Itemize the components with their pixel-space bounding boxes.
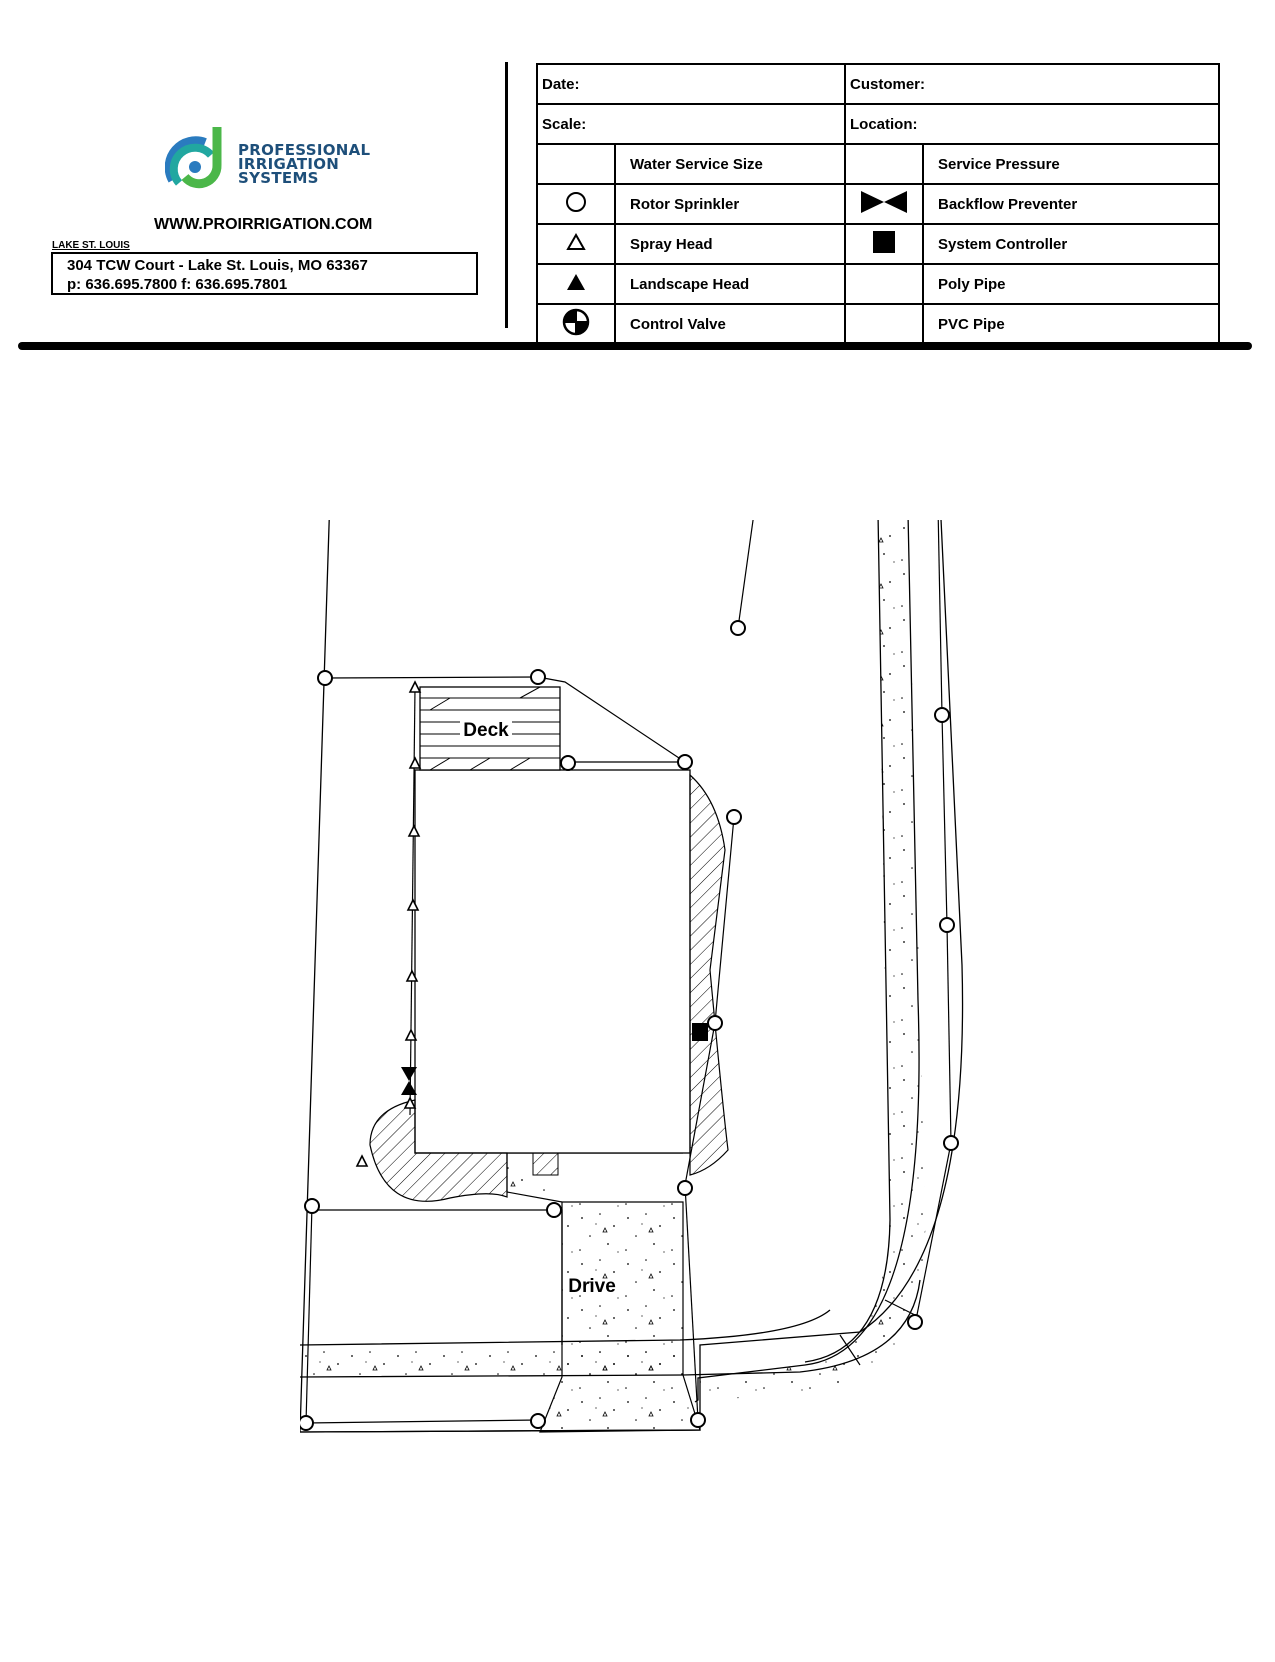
control-valve-icon: [561, 307, 591, 337]
pvc-pipe-label: PVC Pipe: [923, 304, 1219, 344]
spray-head: [410, 682, 420, 692]
address-box: [51, 252, 478, 295]
location-field: Location:: [845, 104, 1219, 144]
rotor-sprinkler: [531, 670, 545, 684]
rotor-sprinkler: [691, 1413, 705, 1427]
control-valve-label: Control Valve: [615, 304, 845, 344]
rotor-sprinkler: [731, 621, 745, 635]
rotor-sprinkler: [935, 708, 949, 722]
rotor-sprinkler: [678, 1181, 692, 1195]
spray-head: [357, 1156, 367, 1166]
driveway: [540, 1202, 700, 1432]
company-city: LAKE ST. LOUIS: [52, 240, 130, 251]
header-rule: [18, 342, 1252, 350]
company-phone-fax: p: 636.695.7800 f: 636.695.7801: [67, 276, 288, 293]
system-controller-label: System Controller: [923, 224, 1219, 264]
backflow-preventer-label: Backflow Preventer: [923, 184, 1219, 224]
rotor-sprinkler-icon: [564, 190, 588, 214]
planting-bed-right: [690, 775, 728, 1175]
service-pressure-symbol-cell: [845, 144, 923, 184]
spray-head: [410, 758, 420, 768]
scale-field: Scale:: [537, 104, 845, 144]
header-divider: [505, 62, 508, 328]
spray-head-label: Spray Head: [615, 224, 845, 264]
rotor-sprinkler: [318, 671, 332, 685]
company-name: PROFESSIONAL IRRIGATION SYSTEMS: [238, 141, 371, 187]
system-controller-marker: [692, 1023, 708, 1041]
rotor-sprinkler-label: Rotor Sprinkler: [615, 184, 845, 224]
rotor-sprinkler: [561, 756, 575, 770]
landscape-head-label: Landscape Head: [615, 264, 845, 304]
water-service-symbol-cell: [537, 144, 615, 184]
rotor-sprinkler: [708, 1016, 722, 1030]
system-controller-icon: [871, 229, 897, 255]
date-field: Date:: [537, 64, 845, 104]
rotor-sprinkler: [727, 810, 741, 824]
irrigation-site-plan: [300, 520, 1060, 1520]
rotor-sprinkler: [940, 918, 954, 932]
landscape-head-icon: [565, 272, 587, 292]
rotor-sprinkler: [300, 1416, 313, 1430]
rotor-sprinkler: [678, 755, 692, 769]
sidewalk: [700, 520, 925, 1400]
poly-pipe-symbol-cell: [845, 264, 923, 304]
company-address: 304 TCW Court - Lake St. Louis, MO 63367: [67, 257, 368, 274]
service-pressure-label: Service Pressure: [923, 144, 1219, 184]
backflow-preventer-icon: [859, 189, 909, 215]
customer-field: Customer:: [845, 64, 1219, 104]
spray-head-icon: [565, 232, 587, 252]
rotor-sprinkler: [531, 1414, 545, 1428]
drive-label: Drive: [568, 1276, 616, 1297]
legend-table: [536, 63, 1220, 333]
poly-pipe-label: Poly Pipe: [923, 264, 1219, 304]
pvc-pipe-symbol-cell: [845, 304, 923, 344]
rotor-sprinkler: [305, 1199, 319, 1213]
house-footprint: [415, 770, 690, 1153]
water-service-size-label: Water Service Size: [615, 144, 845, 184]
rotor-sprinkler: [944, 1136, 958, 1150]
deck-label: Deck: [463, 720, 509, 741]
rotor-sprinkler: [908, 1315, 922, 1329]
company-website: WWW.PROIRRIGATION.COM: [154, 216, 373, 233]
rotor-sprinkler: [547, 1203, 561, 1217]
